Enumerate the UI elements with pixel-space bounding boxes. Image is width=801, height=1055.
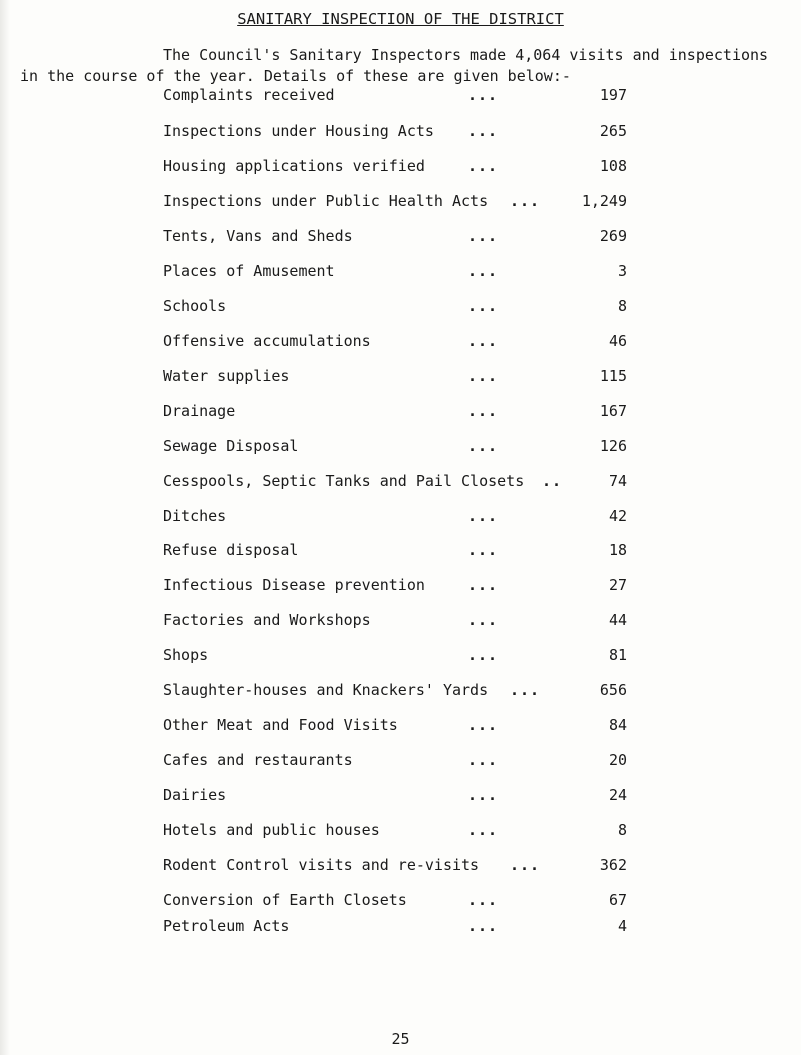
item-label: Drainage [163,402,236,420]
dot-leader: ... [510,681,541,699]
list-item [0,681,801,705]
item-count: 8 [617,821,627,839]
list-item [0,86,801,110]
item-label: Tents, Vans and Sheds [163,227,353,245]
list-item [0,611,801,635]
item-label: Conversion of Earth Closets [163,891,407,909]
item-label: Places of Amusement [163,262,335,280]
item-label: Slaughter-houses and Knackers' Yards [163,681,489,699]
intro-line-1: The Council's Sanitary Inspectors made 4,064 visits and inspections [163,46,769,64]
item-count: 126 [599,437,627,455]
list-item [0,122,801,146]
item-label: Factories and Workshops [163,611,371,629]
list-item [0,472,801,496]
dot-leader: ... [468,262,499,280]
dot-leader: ... [468,576,499,594]
item-label: Inspections under Public Health Acts [163,192,489,210]
dot-leader: ... [468,402,499,420]
item-label: Cafes and restaurants [163,751,353,769]
dot-leader: ... [468,541,499,559]
list-item [0,716,801,740]
item-label: Offensive accumulations [163,332,371,350]
item-count: 265 [599,122,627,140]
item-count: 1,249 [581,192,627,210]
item-count: 4 [617,917,627,935]
list-item [0,821,801,845]
item-label: Ditches [163,507,227,525]
item-label: Infectious Disease prevention [163,576,425,594]
item-label: Hotels and public houses [163,821,380,839]
list-item [0,262,801,286]
list-item [0,646,801,670]
dot-leader: ... [468,507,499,525]
list-item [0,541,801,565]
item-count: 656 [599,681,627,699]
list-item [0,227,801,251]
item-label: Dairies [163,786,227,804]
dot-leader: ... [468,821,499,839]
item-count: 269 [599,227,627,245]
item-label: Cesspools, Septic Tanks and Pail Closets [163,472,525,490]
page-number: 25 [391,1030,410,1048]
page-title: SANITARY INSPECTION OF THE DISTRICT [237,10,564,28]
dot-leader: ... [468,86,499,104]
item-label: Housing applications verified [163,157,425,175]
item-count: 3 [617,262,627,280]
item-label: Shops [163,646,209,664]
list-item [0,917,801,941]
dot-leader: ... [468,611,499,629]
item-count: 74 [608,472,627,490]
item-count: 24 [608,786,627,804]
list-item [0,437,801,461]
list-item [0,367,801,391]
item-count: 42 [608,507,627,525]
list-item [0,507,801,531]
item-count: 44 [608,611,627,629]
list-item [0,192,801,216]
dot-leader: ... [468,122,499,140]
dot-leader: ... [510,856,541,874]
dot-leader: ... [468,437,499,455]
list-item [0,856,801,880]
list-item [0,576,801,600]
dot-leader: ... [468,157,499,175]
list-item [0,402,801,426]
list-item [0,751,801,775]
dot-leader: ... [468,297,499,315]
item-count: 362 [599,856,627,874]
item-label: Sewage Disposal [163,437,299,455]
item-label: Petroleum Acts [163,917,290,935]
dot-leader: ... [468,332,499,350]
item-count: 197 [599,86,627,104]
item-count: 84 [608,716,627,734]
item-label: Refuse disposal [163,541,299,559]
dot-leader: ... [468,367,499,385]
dot-leader: ... [468,786,499,804]
dot-leader: .. [542,472,563,490]
list-item [0,891,801,915]
item-count: 8 [617,297,627,315]
dot-leader: ... [510,192,541,210]
item-count: 108 [599,157,627,175]
item-count: 67 [608,891,627,909]
item-count: 81 [608,646,627,664]
intro-line-2: in the course of the year. Details of these are given below:- [20,67,571,85]
list-item [0,297,801,321]
item-label: Complaints received [163,86,335,104]
item-count: 46 [608,332,627,350]
dot-leader: ... [468,917,499,935]
item-label: Rodent Control visits and re-visits [163,856,480,874]
dot-leader: ... [468,227,499,245]
item-count: 18 [608,541,627,559]
item-label: Other Meat and Food Visits [163,716,398,734]
item-label: Inspections under Housing Acts [163,122,434,140]
item-count: 20 [608,751,627,769]
list-item [0,786,801,810]
item-label: Schools [163,297,227,315]
item-count: 27 [608,576,627,594]
dot-leader: ... [468,716,499,734]
dot-leader: ... [468,646,499,664]
dot-leader: ... [468,751,499,769]
list-item [0,157,801,181]
dot-leader: ... [468,891,499,909]
item-label: Water supplies [163,367,290,385]
item-count: 115 [599,367,627,385]
item-count: 167 [599,402,627,420]
list-item [0,332,801,356]
